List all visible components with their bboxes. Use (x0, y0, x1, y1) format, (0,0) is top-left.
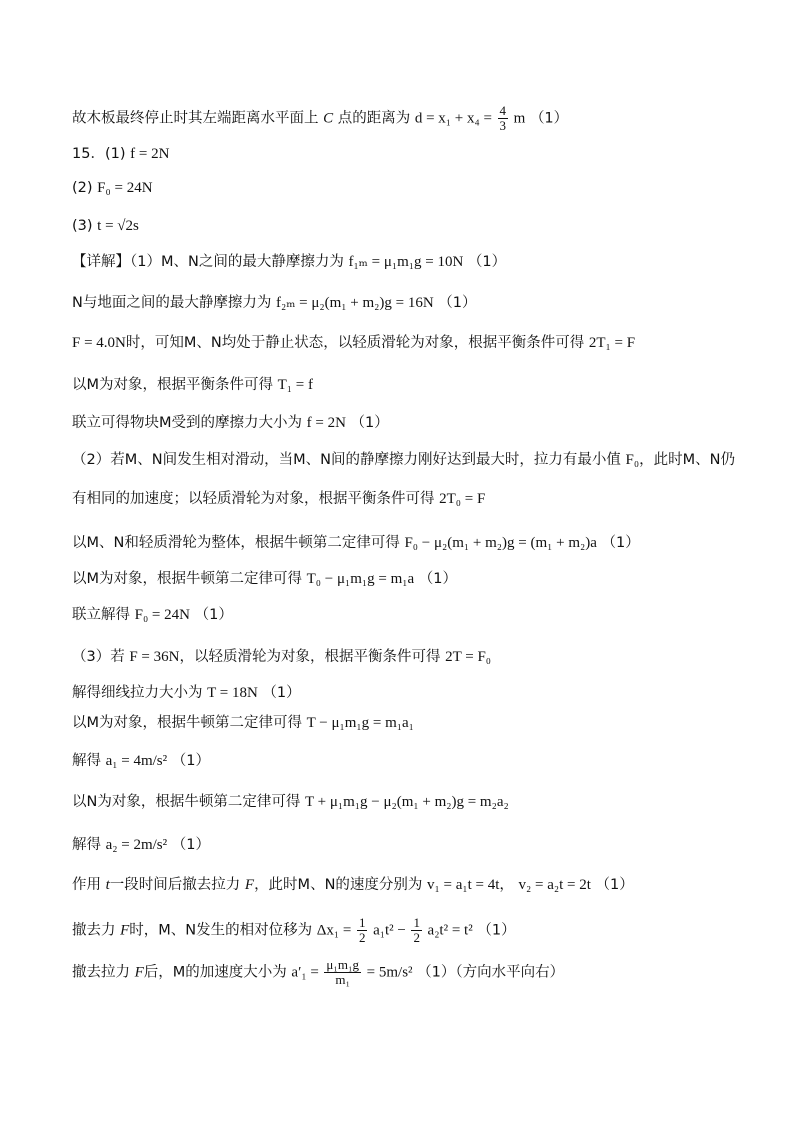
solution-line: 解得 a₂ = 2m/s² （1） (72, 837, 210, 853)
solution-line: 解得细线拉力大小为 T = 18N （1） (72, 685, 301, 701)
solution-line: 撤去力 F时，M、N发生的相对位移为 Δx₁ = $\frac{1}{2}$ a₁t² − $\frac{1}{2}$ a₂t² = t² （1） (72, 915, 516, 945)
solution-line: 以M、N和轻质滑轮为整体，根据牛顿第二定律可得 F₀ − μ₂(m₁ + m₂)g = (m₁ + m₂)a （1） (72, 535, 640, 551)
solution-line: 联立解得 F₀ = 24N （1） (72, 607, 233, 623)
solution-line: F = 4.0N时，可知M、N均处于静止状态，以轻质滑轮为对象，根据平衡条件可得 2T₁ = F (72, 335, 636, 351)
fraction: $\frac{\text{μ₁m₁g}}{\text{m₁}}$ (326, 957, 360, 987)
solution-line: 联立可得物块M受到的摩擦力大小为 f = 2N （1） (72, 415, 389, 431)
fraction: $\frac{1}{2}$ (413, 915, 420, 945)
solution-line: （3）若 F = 36N，以轻质滑轮为对象，根据平衡条件可得 2T = F₀ (72, 649, 492, 665)
answer-15-part1: 15．(1) f = 2N (72, 146, 170, 162)
solution-line: （2）若M、N间发生相对滑动，当M、N间的静摩擦力刚好达到最大时，拉力有最小值 F₀，此时M、N仍 (72, 452, 735, 468)
answer-15-part3: (3) t = √2s (72, 218, 139, 234)
solution-line: 撤去拉力 F后，M的加速度大小为 a′₁ = $\frac{\text{μ₁m₁g}}{\text{m₁}}$ = 5m/s² （1）（方向水平向右） (72, 957, 565, 987)
solution-line: 以N为对象，根据牛顿第二定律可得 T + μ₁m₁g − μ₂(m₁ + m₂)g = m₂a₂ (72, 794, 509, 810)
fraction: $\frac{4}{3}$ (499, 103, 507, 133)
answer-15-part2: (2) F₀ = 24N (72, 180, 153, 196)
answer-line-1: 故木板最终停止时其左端距离水平面上 C 点的距离为 d = x₁ + x₄ = $\frac{4}{3}$ m （1） (72, 103, 569, 133)
solution-line: N与地面之间的最大静摩擦力为 f₂ₘ = μ₂(m₁ + m₂)g = 16N （1） (72, 295, 477, 311)
solution-line: 解得 a₁ = 4m/s² （1） (72, 753, 210, 769)
solution-line: 以M为对象，根据平衡条件可得 T₁ = f (72, 377, 313, 393)
fraction: $\frac{1}{2}$ (358, 915, 366, 945)
solution-line: 有相同的加速度；以轻质滑轮为对象，根据平衡条件可得 2T₀ = F (72, 491, 486, 507)
solution-line: 以M为对象，根据牛顿第二定律可得 T − μ₁m₁g = m₁a₁ (72, 715, 414, 731)
solution-line: 【详解】（1）M、N之间的最大静摩擦力为 f₁ₘ = μ₁m₁g = 10N （1） (72, 254, 507, 270)
solution-line: 作用 t一段时间后撤去拉力 F，此时M、N的速度分别为 v₁ = a₁t = 4t， v₂ = a₂t = 2t （1） (72, 877, 634, 893)
solution-line: 以M为对象，根据牛顿第二定律可得 T₀ − μ₁m₁g = m₁a （1） (72, 571, 458, 587)
